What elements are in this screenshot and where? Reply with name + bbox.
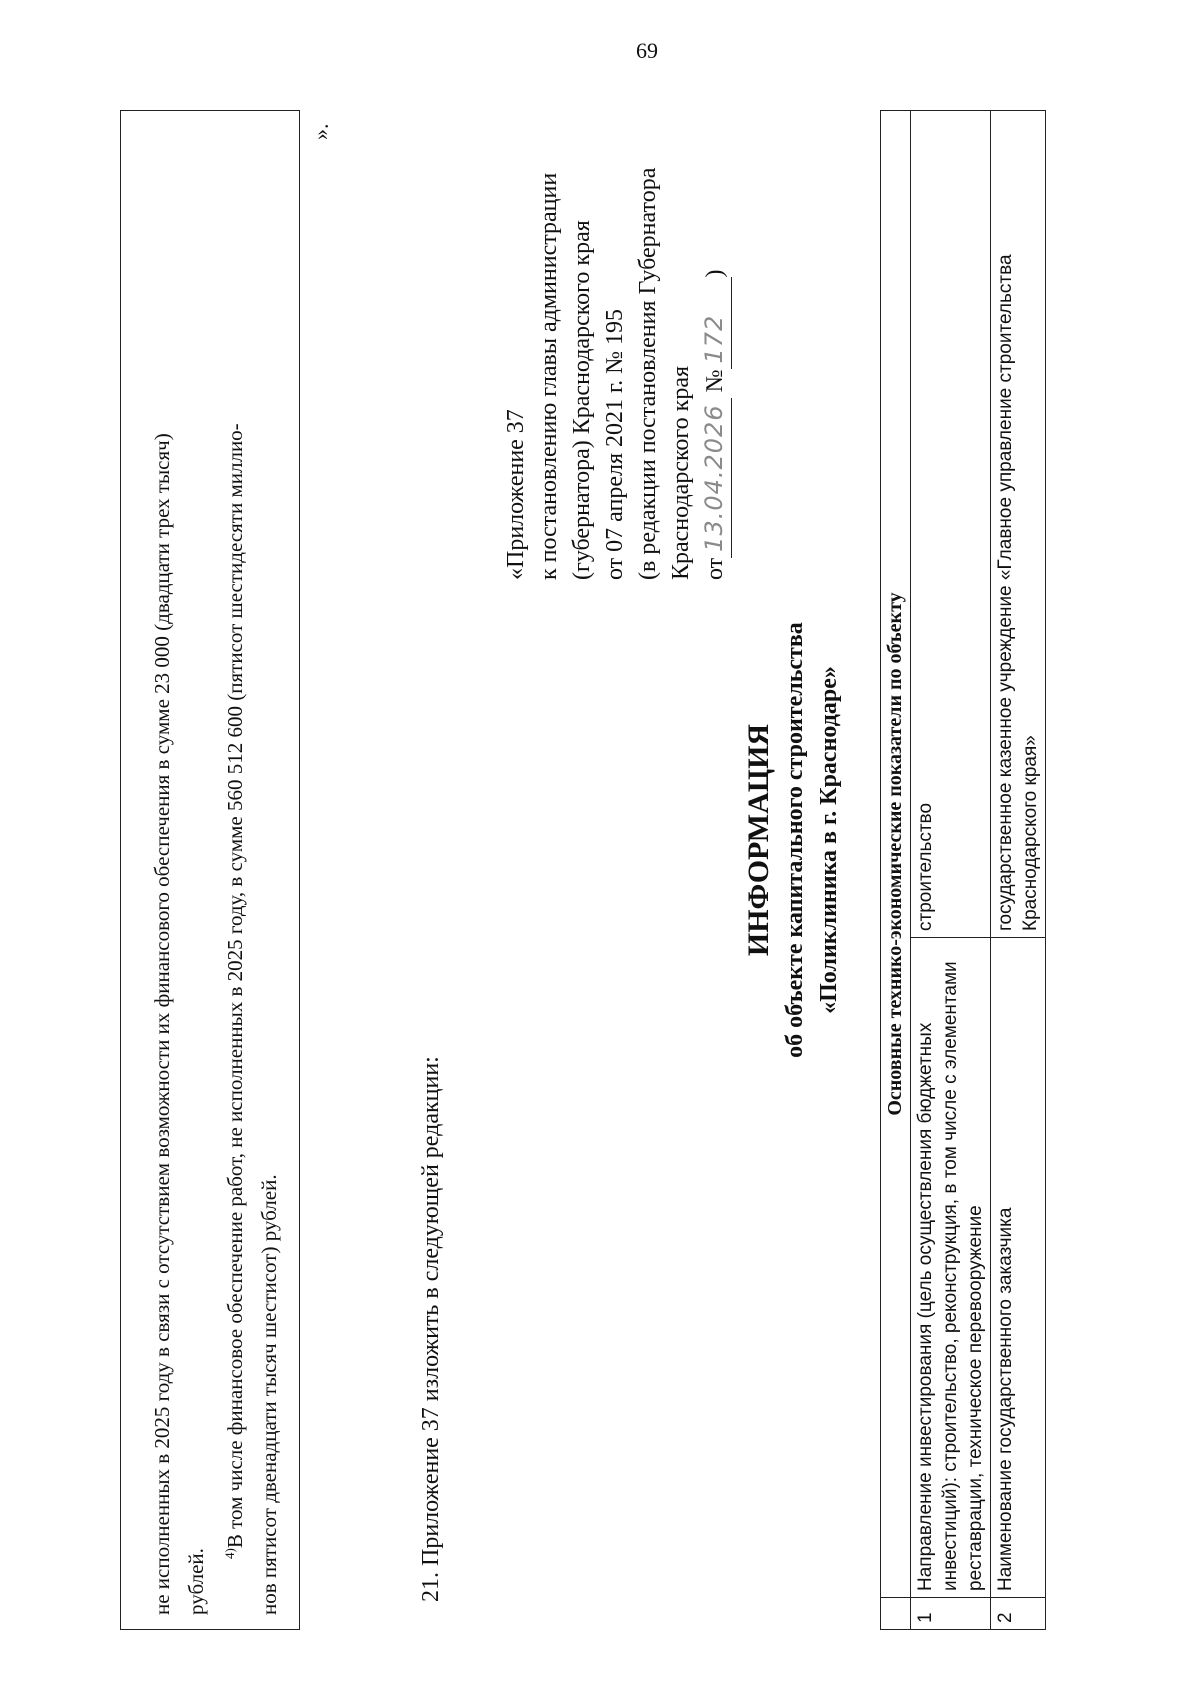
- footnote-4: [213, 125, 252, 1615]
- appendix-date-line: [698, 110, 732, 580]
- document-title: [740, 530, 846, 1150]
- appendix-line: (губернатора) Краснодарского края: [569, 220, 595, 580]
- appendix-line: «Приложение 37: [503, 409, 529, 580]
- page-number: 69: [636, 38, 658, 63]
- footnote-line: рублей.: [184, 1548, 208, 1615]
- table-header-row: [881, 111, 911, 1630]
- row-value: государственное казенное учреждение «Главное управление строительства Краснодарского края»: [991, 111, 1046, 938]
- number-prefix: №: [702, 369, 728, 393]
- closing-paren: ): [702, 269, 728, 278]
- row-number: 2: [991, 1598, 1046, 1630]
- row-label: Наименование государственного заказчика: [991, 938, 1046, 1598]
- appendix-line: Краснодарского края: [668, 365, 694, 580]
- table-row: [911, 111, 991, 1630]
- row-label: Направление инвестирования (цель осуществления бюджетных инвестиций): строительство, реконструкция, в том числе с элементами реставрации, техническое перевооружение: [911, 938, 991, 1598]
- header-blank-cell: [881, 1598, 911, 1630]
- amendment-text: 21. Приложение 37 изложить в следующей редакции:: [418, 1056, 444, 1602]
- appendix-line: (в редакции постановления Губернатора: [635, 167, 661, 580]
- title-object-name: «Поликлиника в г. Краснодаре»: [816, 666, 842, 1014]
- handwritten-date: 13.04.2026: [698, 398, 732, 557]
- handwritten-number: 172: [698, 278, 732, 370]
- table-section-header: Основные технико-экономические показатели по объекту: [881, 111, 911, 1598]
- footnote-4-text: В том числе финансовое обеспечение работ, не исполненных в 2025 году, в сумме 560 512 600 (пятисот шестидесяти миллио-: [223, 423, 247, 1549]
- appendix-line: к постановлению главы администрации: [536, 172, 562, 580]
- appendix-reference: [500, 110, 732, 580]
- title-heading: ИНФОРМАЦИЯ: [742, 723, 775, 957]
- footnote-line: не исполненных в 2025 году в связи с отсутствием возможности их финансового обеспечения в сумме 23 000 (двадцати трех тысяч): [150, 433, 174, 1615]
- title-subtitle: об объекте капитального строительства: [782, 622, 808, 1058]
- footnote-4-mark: 4): [222, 1548, 237, 1559]
- indicators-table: [880, 110, 1046, 1630]
- footnote-line: нов пятисот двенадцати тысяч шестисот) рублей.: [257, 1174, 281, 1615]
- appendix-line: от 07 апреля 2021 г. № 195: [602, 308, 628, 580]
- footnote-box: [120, 110, 300, 1630]
- landscape-sheet: [120, 110, 1080, 1630]
- row-value: строительство: [911, 111, 991, 938]
- row-number: 1: [911, 1598, 991, 1630]
- closing-quote: ».: [308, 123, 333, 140]
- table-row: [991, 111, 1046, 1630]
- date-prefix: от: [702, 557, 728, 580]
